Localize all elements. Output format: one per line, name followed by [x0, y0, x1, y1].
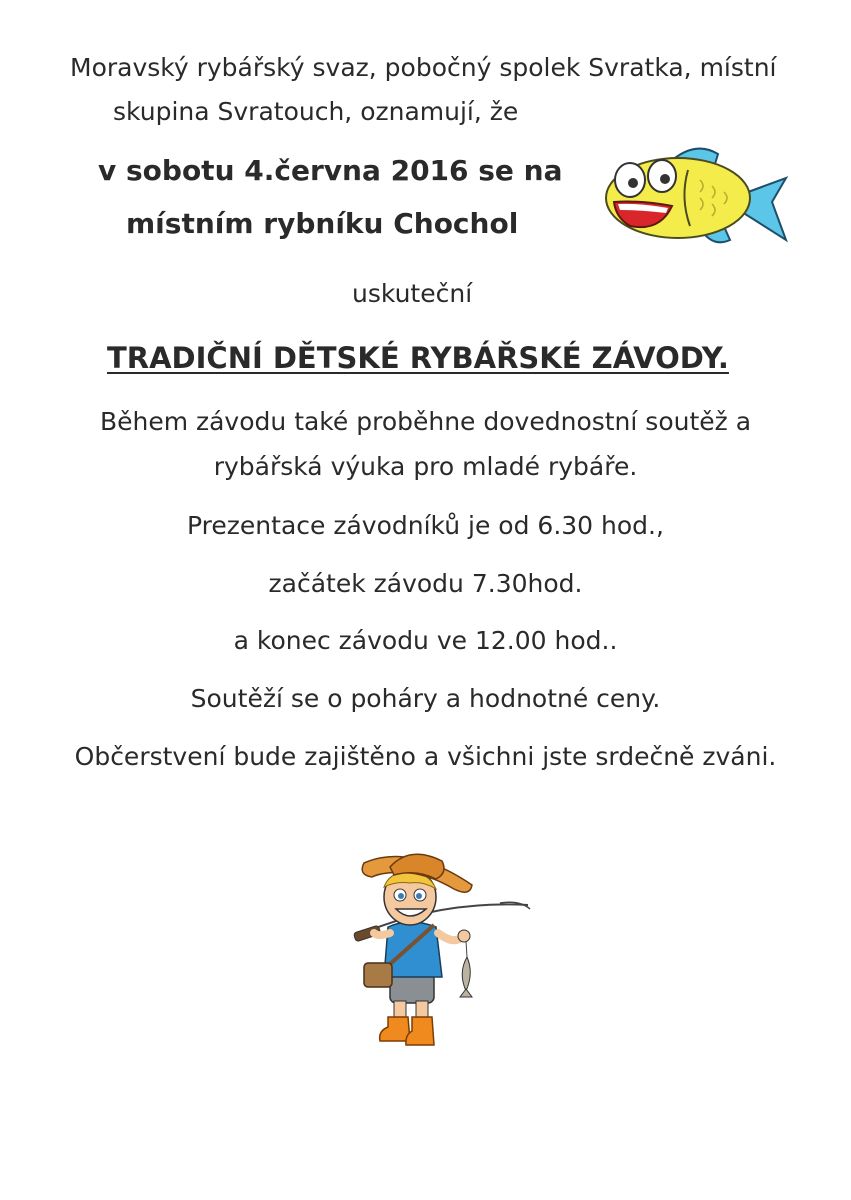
page-title: TRADIČNÍ DĚTSKÉ RYBÁŘSKÉ ZÁVODY. — [107, 341, 729, 375]
verb-line: uskuteční — [352, 279, 473, 308]
date-line-1: v sobotu 4.června 2016 se na — [98, 154, 563, 187]
fish-illustration — [600, 140, 790, 255]
cartoon-fish-icon — [600, 140, 790, 255]
body-line-1: Během závodu také proběhne dovednostní soutěž a — [99, 407, 752, 436]
boy-fisherman-icon — [350, 845, 535, 1050]
body-line-2: rybářská výuka pro mladé rybáře. — [213, 452, 638, 481]
header-line-2: skupina Svratouch, oznamují, že — [113, 97, 519, 126]
end-time: a konec závodu ve 12.00 hod.. — [233, 626, 618, 655]
prizes-line: Soutěží se o poháry a hodnotné ceny. — [190, 684, 661, 713]
start-time: začátek závodu 7.30hod. — [268, 569, 583, 598]
registration-time: Prezentace závodníků je od 6.30 hod., — [187, 511, 664, 540]
refreshments-line: Občerstvení bude zajištěno a všichni jste srdečně zváni. — [74, 742, 777, 771]
header-line-1: Moravský rybářský svaz, pobočný spolek Svratka, místní — [70, 53, 777, 82]
boy-illustration — [350, 845, 535, 1050]
date-line-2: místním rybníku Chochol — [126, 207, 519, 240]
